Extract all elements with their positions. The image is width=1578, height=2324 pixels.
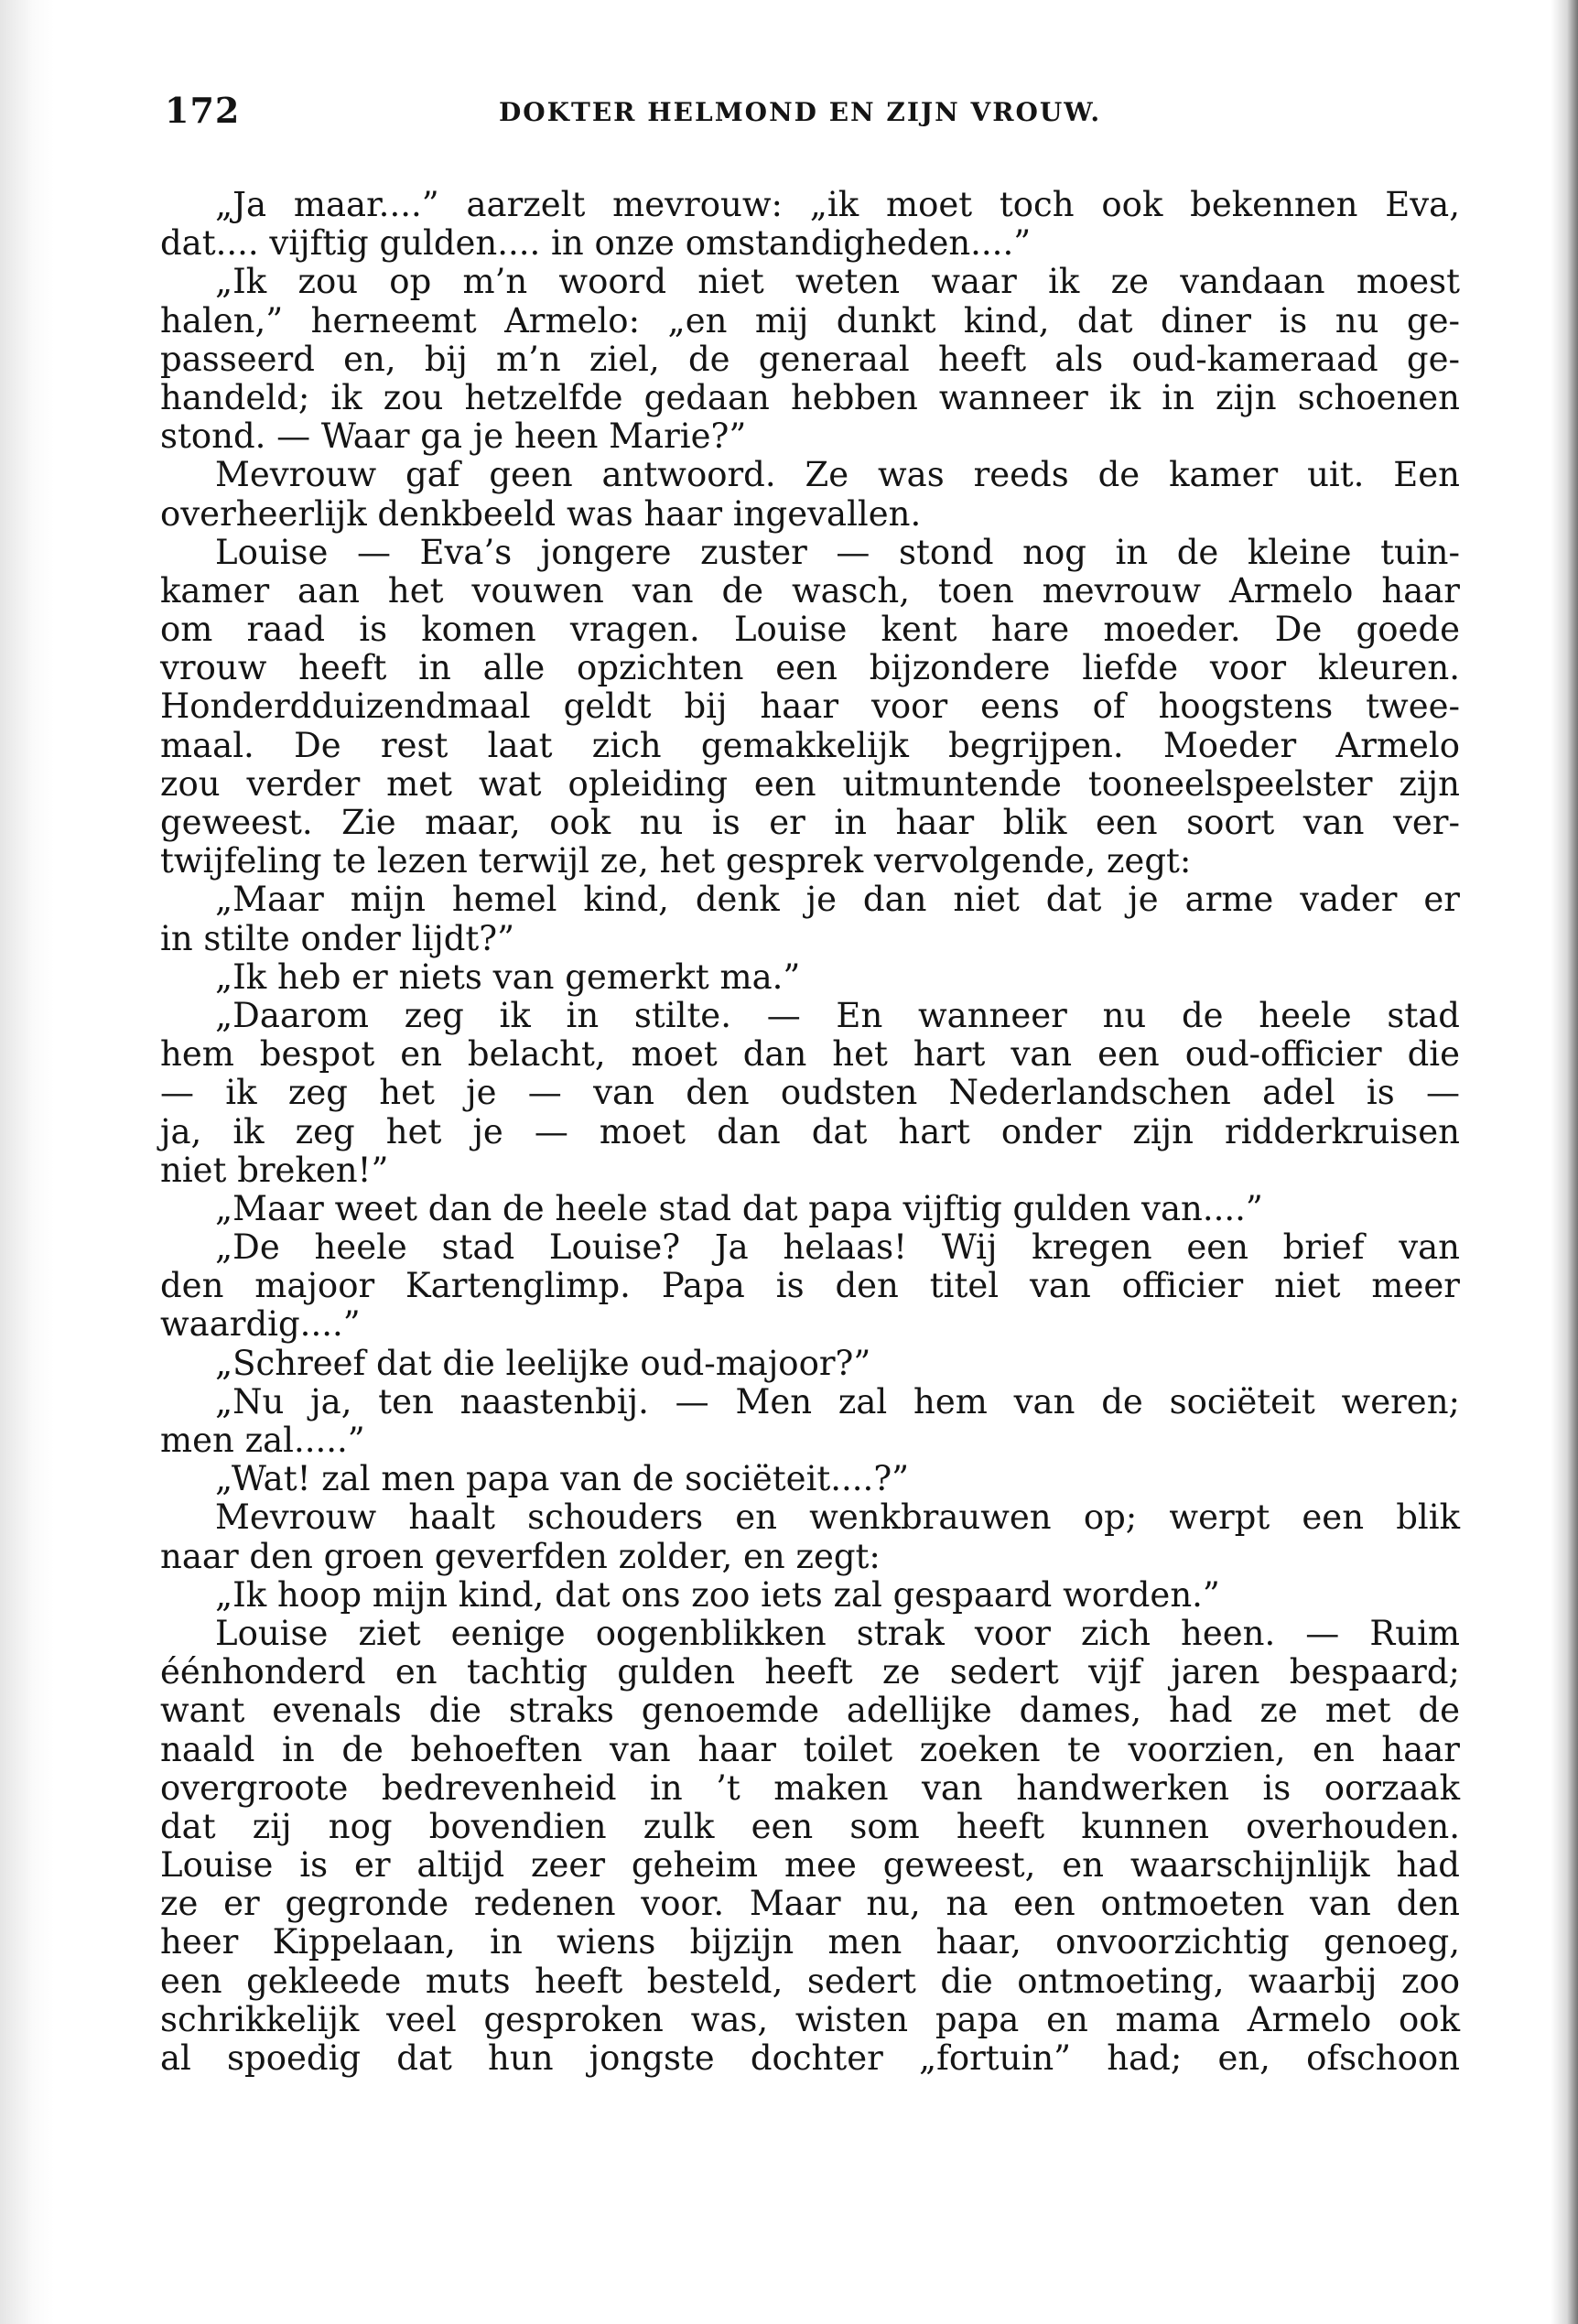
text-line: maal. De rest laat zich gemakkelijk begrijpen. Moeder Armelo	[160, 725, 1460, 765]
text-line: éénhonderd en tachtig gulden heeft ze sedert vijf jaren bespaard;	[160, 1652, 1460, 1692]
text-line: „De heele stad Louise? Ja helaas! Wij kregen een brief van	[215, 1227, 1460, 1268]
scan-shadow-left	[0, 0, 55, 2324]
text-line: „Schreef dat die leelijke oud-majoor?”	[215, 1343, 871, 1383]
text-line: al spoedig dat hun jongste dochter „fortuin” had; en, ofschoon	[160, 2038, 1460, 2078]
text-line: naar den groen geverfden zolder, en zegt:	[160, 1536, 881, 1576]
text-line: „Nu ja, ten naastenbij. — Men zal hem van de sociëteit weren;	[215, 1381, 1460, 1421]
text-line: overgroote bedrevenheid in ’t maken van handwerken is oorzaak	[160, 1767, 1460, 1808]
text-line: — ik zeg het je — van den oudsten Nederlandschen adel is —	[160, 1073, 1460, 1113]
text-line: handeld; ik zou hetzelfde gedaan hebben wanneer ik in zijn schoenen	[160, 377, 1460, 417]
text-line: „Ik heb er niets van gemerkt ma.”	[215, 957, 801, 997]
text-line: ja, ik zeg het je — moet dan dat hart onder zijn ridderkruisen	[160, 1111, 1460, 1151]
text-line: Louise ziet eenige oogenblikken strak voor zich heen. — Ruim	[215, 1613, 1460, 1653]
text-line: schrikkelijk veel gesproken was, wisten papa en mama Armelo ook	[160, 1999, 1460, 2039]
text-line: passeerd en, bij m’n ziel, de generaal heeft als oud-kameraad ge-	[160, 339, 1460, 379]
text-line: om raad is komen vragen. Louise kent hare moeder. De goede	[160, 610, 1460, 650]
text-line: ze er gegronde redenen voor. Maar nu, na een ontmoeten van den	[160, 1884, 1460, 1924]
text-line: „Maar weet dan de heele stad dat papa vijftig gulden van....”	[215, 1188, 1263, 1228]
text-line: Louise — Eva’s jongere zuster — stond nog in de kleine tuin-	[215, 532, 1460, 572]
text-line: geweest. Zie maar, ook nu is er in haar blik een soort van ver-	[160, 803, 1460, 842]
text-line: „Maar mijn hemel kind, denk je dan niet dat je arme vader er	[215, 880, 1460, 920]
page-number: 172	[165, 90, 241, 131]
text-line: overheerlijk denkbeeld was haar ingevallen.	[160, 493, 922, 534]
text-line: heer Kippelaan, in wiens bijzijn men haar, onvoorzichtig genoeg,	[160, 1922, 1460, 1962]
running-title: DOKTER HELMOND EN ZIJN VROUW.	[499, 97, 1102, 127]
text-line: Mevrouw gaf geen antwoord. Ze was reeds de kamer uit. Een	[215, 455, 1460, 495]
text-line: men zal.....”	[160, 1421, 365, 1460]
text-line: dat.... vijftig gulden.... in onze omstandigheden....”	[160, 223, 1032, 264]
text-line: „Wat! zal men papa van de sociëteit....?”	[215, 1459, 910, 1499]
text-line: twijfeling te lezen terwijl ze, het gesprek vervolgende, zegt:	[160, 841, 1192, 881]
text-line: „Ik zou op m’n woord niet weten waar ik ze vandaan moest	[215, 262, 1460, 302]
text-line: „Ik hoop mijn kind, dat ons zoo iets zal gespaard worden.”	[215, 1574, 1220, 1615]
text-line: dat zij nog bovendien zulk een som heeft kunnen overhouden.	[160, 1806, 1460, 1846]
text-line: zou verder met wat opleiding een uitmuntende tooneelspeelster zijn	[160, 763, 1460, 804]
text-line: Honderdduizendmaal geldt bij haar voor eens of hoogstens twee-	[160, 686, 1460, 727]
text-line: stond. — Waar ga je heen Marie?”	[160, 416, 747, 457]
scan-shadow-right	[1551, 0, 1578, 2324]
text-line: halen,” herneemt Armelo: „en mij dunkt kind, dat diner is nu ge-	[160, 300, 1460, 340]
text-line: den majoor Kartenglimp. Papa is den titel van officier niet meer	[160, 1266, 1460, 1306]
text-line: kamer aan het vouwen van de wasch, toen mevrouw Armelo haar	[160, 570, 1460, 611]
text-line: vrouw heeft in alle opzichten een bijzondere liefde voor kleuren.	[160, 648, 1460, 688]
text-line: een gekleede muts heeft besteld, sedert die ontmoeting, waarbij zoo	[160, 1961, 1460, 2001]
text-line: niet breken!”	[160, 1150, 389, 1190]
text-line: hem bespot en belacht, moet dan het hart van een oud-officier die	[160, 1034, 1460, 1075]
text-line: want evenals die straks genoemde adellijke dames, had ze met de	[160, 1691, 1460, 1731]
text-line: waardig....”	[160, 1304, 361, 1345]
text-line: Louise is er altijd zeer geheim mee geweest, en waarschijnlijk had	[160, 1845, 1460, 1886]
text-line: „Ja maar....” aarzelt mevrouw: „ik moet toch ook bekennen Eva,	[215, 185, 1460, 224]
body-text	[160, 186, 1460, 2078]
text-line: „Daarom zeg ik in stilte. — En wanneer nu de heele stad	[215, 995, 1460, 1035]
text-line: Mevrouw haalt schouders en wenkbrauwen op; werpt een blik	[215, 1497, 1460, 1538]
text-line: naald in de behoeften van haar toilet zoeken te voorzien, en haar	[160, 1729, 1460, 1769]
text-line: in stilte onder lijdt?”	[160, 918, 515, 958]
